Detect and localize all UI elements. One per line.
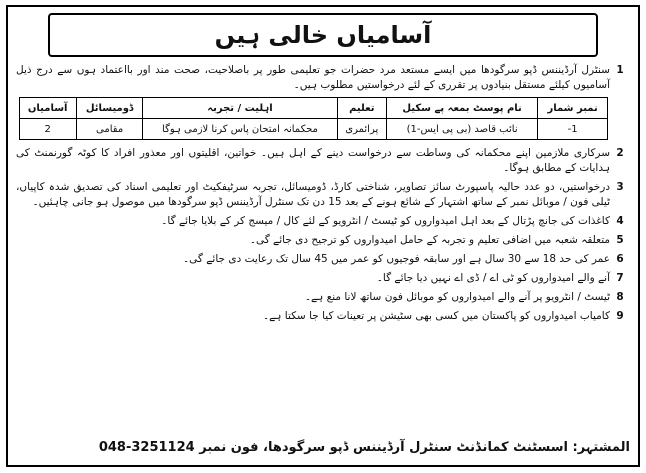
list-item xyxy=(16,214,630,229)
page-title: آسامیاں خالی ہیں xyxy=(48,13,598,57)
paragraph-number: 7 xyxy=(616,272,624,284)
paragraph-number: 9 xyxy=(616,310,624,322)
header-post-name: نام پوسٹ بمعہ پے سکیل xyxy=(386,98,537,119)
paragraph-number: 2 xyxy=(616,147,624,159)
paragraph-number: 1 xyxy=(616,64,624,76)
paragraph-text: آنے والے امیدواروں کو ٹی اے / ڈی اے نہیں دیا جائے گا۔ xyxy=(376,272,610,284)
header-domicile: ڈومیسائل xyxy=(76,98,143,119)
paragraph-text: درخواستیں، دو عدد حالیہ پاسپورٹ سائز تصاویر، شناختی کارڈ، ڈومیسائل، تجربہ سرٹیفکیٹ اور تعلیمی اسناد کی تصدیق شدہ کاپیاں، ٹیلی فون / موبائل نمبر کے ساتھ اشتہار کے شائع ہونے کے بعد 15 دن تک سنٹرل آرڈیننس ڈپو سرگودھا میں موصول ہو جانی چاہئیں۔ xyxy=(16,181,610,208)
advertisement-body xyxy=(16,63,630,431)
phone-number: 048-3251124 xyxy=(98,440,195,455)
vacancy-table xyxy=(19,97,608,140)
list-item xyxy=(16,233,630,248)
list-item xyxy=(16,290,630,305)
paragraph-text: عمر کی حد 18 سے 30 سال ہے اور سابقہ فوجیوں کو عمر میں 45 سال تک رعایت دی جائے گی۔ xyxy=(183,253,610,265)
paragraph-text: سنٹرل آرڈیننس ڈپو سرگودھا میں ایسے مستعد مرد حضرات جو تعلیمی طور پر باصلاحیت، صحت مند اور بااعتماد ہوں سے درج ذیل آسامیوں کیلئے مستقل بنیادوں پر تقرری کے لئے درخواستیں مطلوب ہیں۔ xyxy=(16,64,610,91)
header-vacancies: آسامیاں xyxy=(19,98,76,119)
paragraph-number: 5 xyxy=(616,234,624,246)
list-item xyxy=(16,309,630,324)
paragraph-number: 4 xyxy=(616,215,624,227)
cell-post-name: نائب قاصد (بی پی ایس-1) xyxy=(386,119,537,140)
cell-domicile: مقامی xyxy=(76,119,143,140)
header-education: تعلیم xyxy=(337,98,386,119)
table-header-row xyxy=(19,98,607,119)
paragraph-text: سرکاری ملازمین اپنے محکمانہ کی وساطت سے درخواست دینے کے اہل ہیں۔ خواتین، اقلیتوں اور معذور افراد کا کوٹہ گورنمنٹ کی ہدایات کے مطابق ہوگا۔ xyxy=(16,147,610,174)
advertiser-footer xyxy=(16,437,630,459)
cell-serial: 1- xyxy=(538,119,608,140)
paragraph-text: کامیاب امیدواروں کو پاکستان میں کسی بھی سٹیشن پر تعینات کیا جا سکتا ہے۔ xyxy=(262,310,610,322)
paragraph-text: کاغذات کی جانچ پڑتال کے بعد اہل امیدواروں کو ٹیسٹ / انٹرویو کے لئے کال / میسج کر کے بلایا جائے گا۔ xyxy=(161,215,610,227)
table-row xyxy=(19,119,607,140)
intro-paragraph xyxy=(16,63,630,93)
paragraph-number: 3 xyxy=(616,181,624,193)
advertisement-page xyxy=(6,5,640,467)
header-serial: نمبر شمار xyxy=(538,98,608,119)
advertiser-text: المشتہر: اسسٹنٹ کمانڈنٹ سنٹرل آرڈیننس ڈپو سرگودھا، فون نمبر xyxy=(199,440,630,455)
paragraph-number: 8 xyxy=(616,291,624,303)
list-item xyxy=(16,271,630,286)
header-qualification: اہلیت / تجربہ xyxy=(143,98,337,119)
paragraph-number: 6 xyxy=(616,253,624,265)
paragraph-text: متعلقہ شعبہ میں اضافی تعلیم و تجربہ کے حامل امیدواروں کو ترجیح دی جائے گی۔ xyxy=(249,234,610,246)
list-item xyxy=(16,252,630,267)
cell-qualification: محکمانہ امتحان پاس کرنا لازمی ہوگا xyxy=(143,119,337,140)
cell-education: پرائمری xyxy=(337,119,386,140)
cell-vacancies: 2 xyxy=(19,119,76,140)
list-item xyxy=(16,180,630,210)
paragraph-text: ٹیسٹ / انٹرویو پر آنے والے امیدواروں کو موبائل فون ساتھ لانا منع ہے۔ xyxy=(304,291,610,303)
list-item xyxy=(16,146,630,176)
